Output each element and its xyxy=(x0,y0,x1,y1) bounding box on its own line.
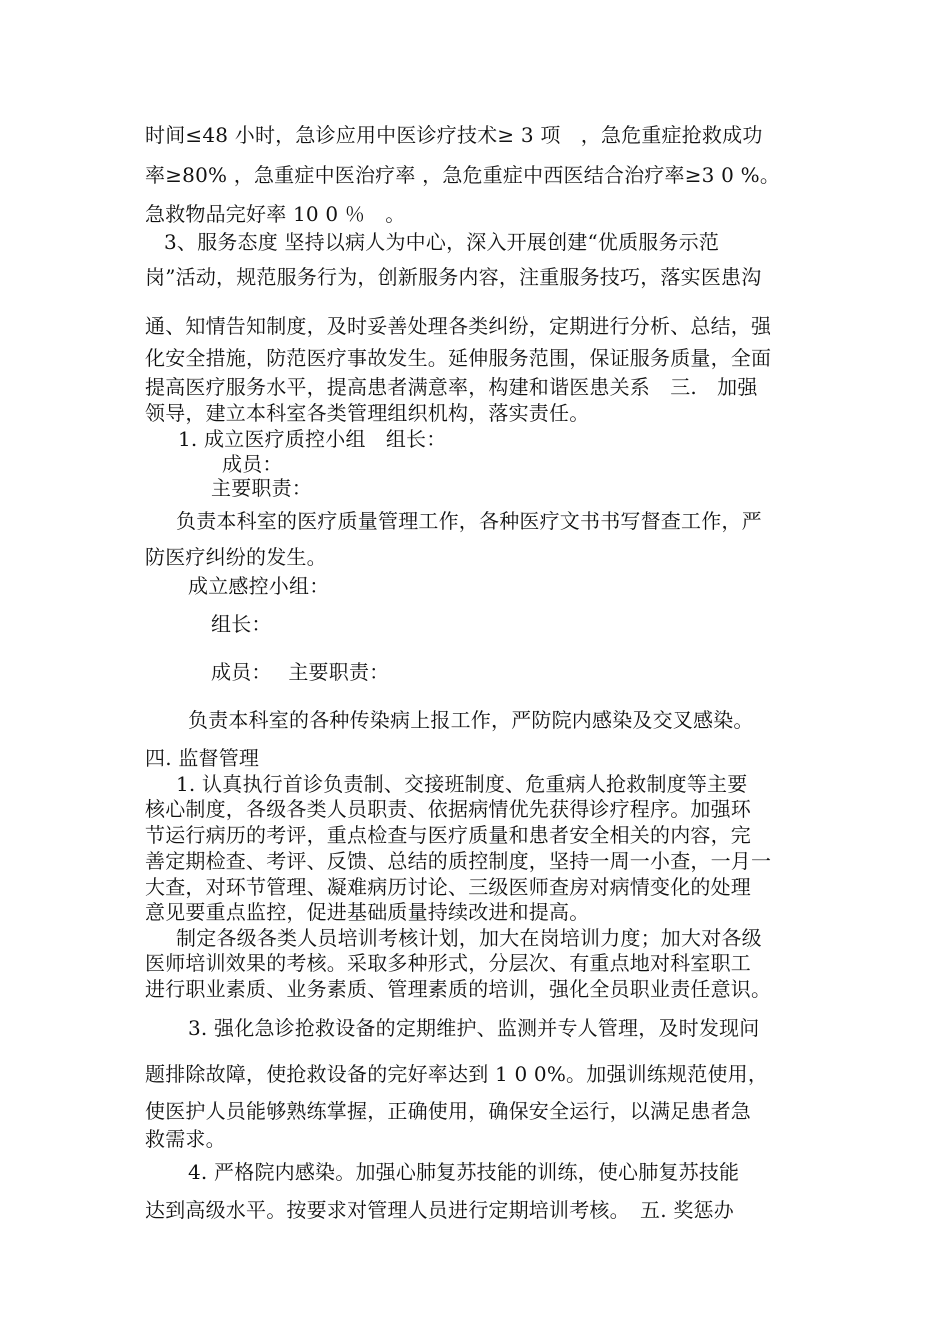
text-line: 提高医疗服务水平，提高患者满意率，构建和谐医患关系 三. 加强 xyxy=(145,375,758,399)
text-line: 成员： 主要职责： xyxy=(211,660,390,684)
text-line: 率≥80% ，急重症中医治疗率 ，急危重症中西医结合治疗率≥3 0 %。 xyxy=(145,163,781,187)
text-line: 大查，对环节管理、凝难病历讨论、三级医师查房对病情变化的处理 xyxy=(145,875,751,899)
text-line: 时间≤48 小时，急诊应用中医诊疗技术≥ 3 项 ，急危重症抢救成功 xyxy=(145,123,763,147)
text-line: 核心制度，各级各类人员职责、依据病情优先获得诊疗程序。加强环 xyxy=(145,797,751,821)
text-line: 医师培训效果的考核。采取多种形式，分层次、有重点地对科室职工 xyxy=(145,951,751,975)
section-heading: 四. 监督管理 xyxy=(145,746,260,770)
text-line: 领导，建立本科室各类管理组织机构，落实责任。 xyxy=(145,401,590,425)
text-line: 岗”活动，规范服务行为，创新服务内容，注重服务技巧，落实医患沟 xyxy=(145,265,762,289)
text-line: 组长： xyxy=(211,612,272,636)
text-line: 善定期检查、考评、反馈、总结的质控制度，坚持一周一小查，一月一 xyxy=(145,849,772,873)
text-line: 救需求。 xyxy=(145,1127,226,1151)
text-line: 达到高级水平。按要求对管理人员进行定期培训考核。 五. 奖惩办 xyxy=(145,1198,734,1222)
text-line: 主要职责： xyxy=(211,476,312,500)
text-line: 成立感控小组： xyxy=(188,574,330,598)
text-line: 通、知情告知制度，及时妥善处理各类纠纷，定期进行分析、总结，强 xyxy=(145,314,772,338)
text-line: 使医护人员能够熟练掌握，正确使用，确保安全运行，以满足患者急 xyxy=(145,1099,751,1123)
text-line: 1. 认真执行首诊负责制、交接班制度、危重病人抢救制度等主要 xyxy=(176,772,748,796)
text-line: 3、服务态度 坚持以病人为中心，深入开展创建“优质服务示范 xyxy=(164,230,720,254)
text-line: 急救物品完好率 10 0 ％ 。 xyxy=(145,202,406,226)
text-line: 题排除故障，使抢救设备的完好率达到 1 0 0%。加强训练规范使用， xyxy=(145,1062,769,1086)
text-line: 负责本科室的医疗质量管理工作，各种医疗文书书写督查工作，严 xyxy=(176,509,762,533)
text-line: 进行职业素质、业务素质、管理素质的培训，强化全员职业责任意识。 xyxy=(145,977,772,1001)
text-line: 3. 强化急诊抢救设备的定期维护、监测并专人管理，及时发现问 xyxy=(188,1016,760,1040)
text-line: 化安全措施，防范医疗事故发生。延伸服务范围，保证服务质量，全面 xyxy=(145,346,772,370)
text-line: 成员： xyxy=(222,452,283,476)
text-line: 防医疗纠纷的发生。 xyxy=(145,545,327,569)
text-line: 4. 严格院内感染。加强心肺复苏技能的训练，使心肺复苏技能 xyxy=(188,1160,740,1184)
text-line: 制定各级各类人员培训考核计划，加大在岗培训力度；加大对各级 xyxy=(176,926,762,950)
text-line: 负责本科室的各种传染病上报工作，严防院内感染及交叉感染。 xyxy=(188,708,754,732)
text-line: 1. 成立医疗质控小组 组长： xyxy=(178,427,447,451)
text-line: 节运行病历的考评，重点检查与医疗质量和患者安全相关的内容，完 xyxy=(145,823,751,847)
text-line: 意见要重点监控，促进基础质量持续改进和提高。 xyxy=(145,900,590,924)
